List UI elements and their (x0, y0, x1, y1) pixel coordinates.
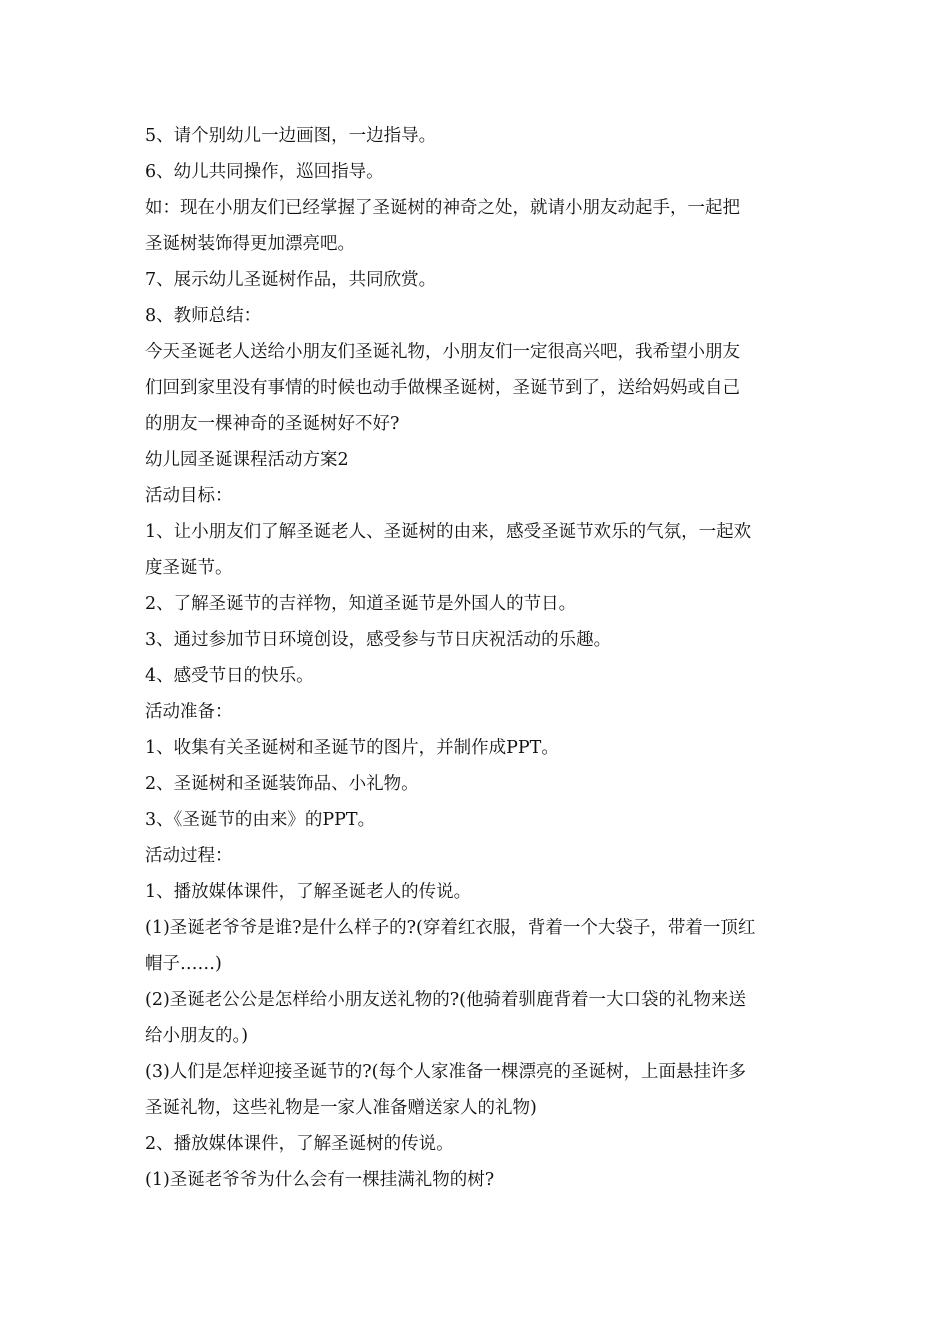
document-body (145, 118, 815, 1198)
text-line: 圣诞树装饰得更加漂亮吧。 (145, 234, 355, 254)
text-line: 2、播放媒体课件，了解圣诞树的传说。 (145, 1134, 454, 1154)
text-line: 给小朋友的。) (145, 1026, 249, 1046)
section-heading: 幼儿园圣诞课程活动方案2 (145, 450, 349, 470)
text-line: 3、通过参加节日环境创设，感受参与节日庆祝活动的乐趣。 (145, 630, 612, 650)
text-line: 的朋友一棵神奇的圣诞树好不好? (145, 414, 400, 434)
text-line: 1、让小朋友们了解圣诞老人、圣诞树的由来，感受圣诞节欢乐的气氛，一起欢 (145, 522, 752, 542)
text-line: 2、了解圣诞节的吉祥物，知道圣诞节是外国人的节日。 (145, 594, 577, 614)
text-line: 2、圣诞树和圣诞装饰品、小礼物。 (145, 774, 419, 794)
text-line: 帽子……) (145, 954, 222, 974)
text-line: 1、播放媒体课件，了解圣诞老人的传说。 (145, 882, 472, 902)
text-line: (3)人们是怎样迎接圣诞节的?(每个人家准备一棵漂亮的圣诞树，上面悬挂许多 (145, 1062, 746, 1082)
text-line: (1)圣诞老爷爷是谁?是什么样子的?(穿着红衣服，背着一个大袋子，带着一顶红 (145, 918, 756, 938)
subsection-heading: 活动过程： (145, 846, 233, 866)
text-line: 5、请个别幼儿一边画图，一边指导。 (145, 126, 437, 146)
text-line: 圣诞礼物，这些礼物是一家人准备赠送家人的礼物) (145, 1098, 537, 1118)
text-line: 3、《圣诞节的由来》的PPT。 (145, 810, 376, 830)
text-line: 今天圣诞老人送给小朋友们圣诞礼物，小朋友们一定很高兴吧，我希望小朋友 (145, 342, 740, 362)
text-line: 度圣诞节。 (145, 558, 233, 578)
text-line: 7、展示幼儿圣诞树作品，共同欣赏。 (145, 270, 437, 290)
text-line: (2)圣诞老公公是怎样给小朋友送礼物的?(他骑着驯鹿背着一大口袋的礼物来送 (145, 990, 746, 1010)
text-line: (1)圣诞老爷爷为什么会有一棵挂满礼物的树? (145, 1170, 495, 1190)
text-line: 8、教师总结： (145, 306, 262, 326)
text-line: 6、幼儿共同操作，巡回指导。 (145, 162, 384, 182)
text-line: 4、感受节日的快乐。 (145, 666, 314, 686)
subsection-heading: 活动目标： (145, 486, 233, 506)
text-line: 们回到家里没有事情的时候也动手做棵圣诞树，圣诞节到了，送给妈妈或自己 (145, 378, 740, 398)
text-line: 如：现在小朋友们已经掌握了圣诞树的神奇之处，就请小朋友动起手，一起把 (145, 198, 740, 218)
subsection-heading: 活动准备： (145, 702, 233, 722)
text-line: 1、收集有关圣诞树和圣诞节的图片，并制作成PPT。 (145, 738, 559, 758)
